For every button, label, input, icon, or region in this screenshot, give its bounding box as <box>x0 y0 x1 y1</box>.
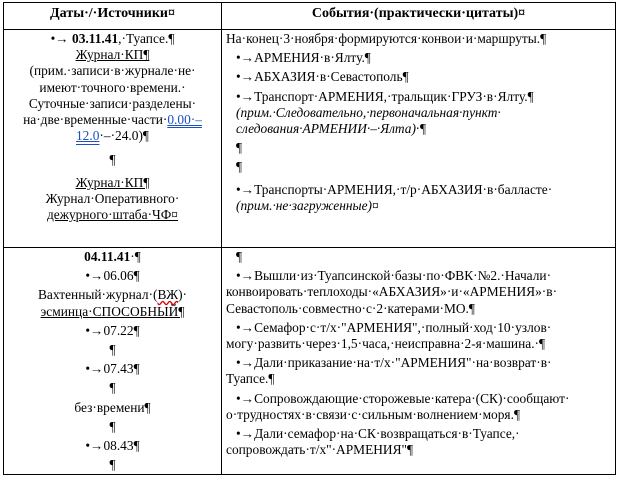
event-item: •→Семафор·с·т/х·"АРМЕНИЯ",·полный·ход·10·узлов· <box>236 319 552 335</box>
time-0843: •→08.43¶ <box>85 438 140 454</box>
event-item: •→Сопровождающие·сторожевые·катера·(СК)·сообщают· <box>236 390 570 406</box>
pilcrow: ¶ <box>109 457 116 473</box>
note-line-4: на·две·временные·части·0.00·– <box>23 112 202 128</box>
note-line-5: 12.0·–·24.0)¶ <box>75 128 149 144</box>
pilcrow: ¶ <box>236 159 243 175</box>
event-item: •→Дали·семафор·на·СК·возвращаться·в·Туапсе,· <box>236 426 520 442</box>
time-0743: •→07.43¶ <box>85 361 140 377</box>
time-0722: •→07.22¶ <box>85 322 140 338</box>
event-item-cont: Севастополь·совместно·с·2·катерами·МО.¶ <box>226 300 475 316</box>
event-item-cont: конвоировать·теплоходы·«АБХАЗИЯ»·и·«АРМЕНИЯ»·в· <box>226 284 558 300</box>
event-note: следования·АРМЕНИИ·–·Ялта)·¶ <box>236 121 427 137</box>
row1-date: 03.11.41 <box>72 31 119 46</box>
event-note: (прим.·не·загруженные)¤ <box>236 197 379 213</box>
event-item-cont: сопровождать·т/х"·АРМЕНИЯ"¶ <box>226 442 414 458</box>
event-item: •→АРМЕНИЯ·в·Ялту.¶ <box>236 50 371 66</box>
table-row <box>4 248 616 475</box>
header-dates-sources: Даты·/·Источники¤ <box>4 3 222 30</box>
row1-date-line: •→ 03.11.41,·Туапсе.¶ <box>50 31 175 46</box>
header-events: События·(практически·цитаты)¤ <box>222 3 616 30</box>
journal-ops-line-1: Журнал·Оперативного· <box>45 190 180 206</box>
note-line-3: Суточные·записи·разделены· <box>28 95 197 111</box>
event-item: •→Дали·приказание·на·т/х·"АРМЕНИЯ"·на·возврат·в· <box>236 355 552 371</box>
source-destroyer-link[interactable]: эсминца·СПОСОБНЫЙ¶ <box>40 303 185 319</box>
event-item-cont: Туапсе.¶ <box>226 371 275 387</box>
event-item: •→Транспорт·АРМЕНИЯ,·тральщик·ГРУЗ·в·Ялту.¶ <box>236 88 534 104</box>
row2-date: 04.11.41·¶ <box>84 249 141 264</box>
event-item: •→Транспорты·АРМЕНИЯ,·т/р·АБХАЗИЯ·в·балласте· <box>236 181 553 197</box>
row1-events-cell <box>222 30 616 248</box>
pilcrow: ¶ <box>109 342 116 358</box>
event-item: •→АБХАЗИЯ·в·Севастополь¶ <box>236 69 409 85</box>
event-item-cont: могу·развить·через·1,5·часа,·неисправна·2-я·машина.·¶ <box>226 336 546 352</box>
row2-events-cell <box>222 248 616 475</box>
row2-sources-cell <box>4 248 222 475</box>
event-item-cont: о·трудностях·в·связи·с·сильным·волнением·моря.¶ <box>226 406 521 422</box>
note-line-2: имеют·точного·времени.· <box>39 79 186 95</box>
table-row <box>4 30 616 248</box>
event-intro: На·конец·3·ноября·формируются·конвои·и·маршруты.¶ <box>226 31 547 46</box>
time-0606: •→06.06¶ <box>85 268 140 284</box>
journal-kp-link[interactable]: Журнал·КП¶ <box>75 47 150 63</box>
event-item: •→Вышли·из·Туапсинской·базы·по·ФВК·№2.·Начали· <box>236 268 552 284</box>
row1-sources-cell <box>4 30 222 248</box>
pilcrow: ¶ <box>236 249 243 264</box>
pilcrow: ¶ <box>109 380 116 396</box>
header-row <box>4 3 616 30</box>
event-note: (прим.·Следовательно,·первоначальная·пункт· <box>236 104 501 120</box>
events-table <box>3 2 616 475</box>
note-line-1: (прим.·записи·в·журнале·не· <box>29 63 196 79</box>
pilcrow: ¶ <box>236 140 243 156</box>
no-time: без·времени¶ <box>74 399 151 415</box>
source-vzh: Вахтенный·журнал·(ВЖ)· <box>38 287 187 303</box>
pilcrow: ¶ <box>109 152 116 168</box>
journal-kp-link-2[interactable]: Журнал·КП¶ <box>75 174 150 190</box>
journal-ops-line-2[interactable]: дежурного·штаба·ЧФ¤ <box>46 207 179 223</box>
pilcrow: ¶ <box>109 418 116 434</box>
